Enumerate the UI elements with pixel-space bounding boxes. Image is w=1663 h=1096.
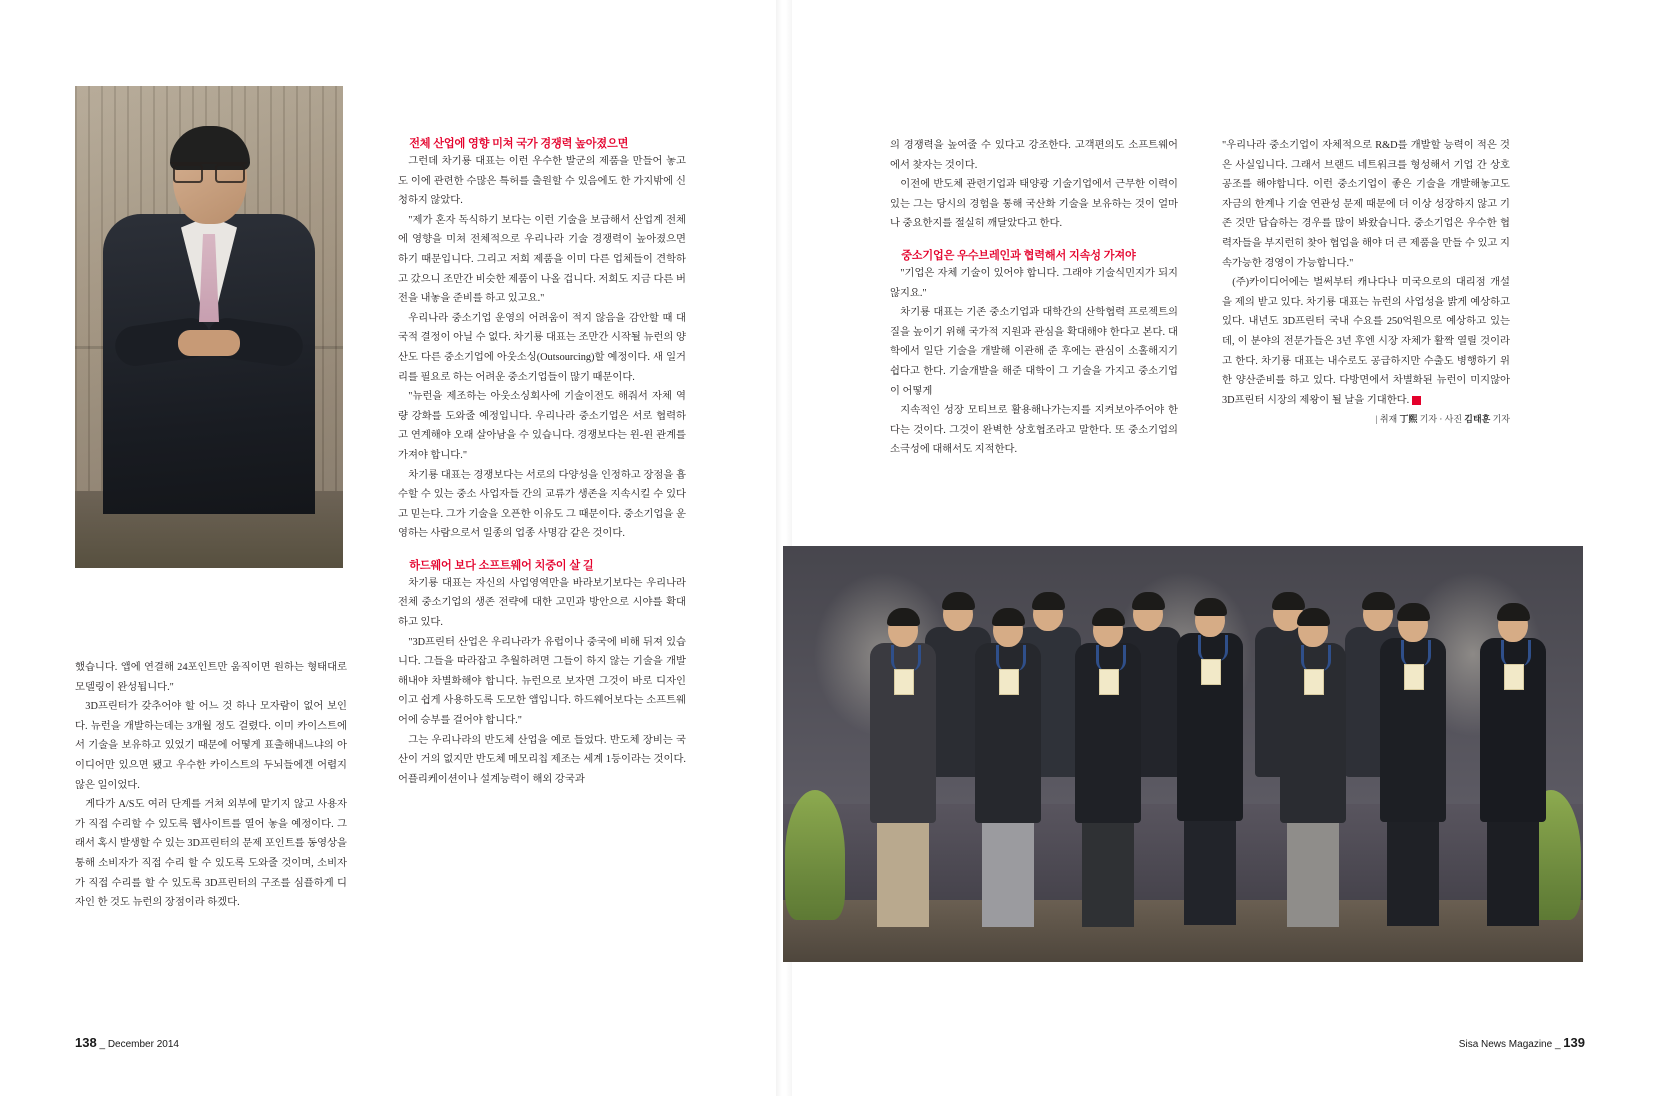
trousers (982, 807, 1034, 927)
person-front-4-executive (1168, 601, 1252, 941)
portrait-folded-hands (178, 330, 240, 356)
person-front-1 (863, 611, 943, 941)
section-heading-cooperation: 중소기업은 우수브레인과 협력해서 지속성 가져야 (901, 249, 1136, 262)
name-badge (1099, 669, 1119, 695)
portrait-photo-interviewee (75, 86, 343, 568)
hair (1362, 592, 1395, 610)
credit-suffix: 기자 (1492, 414, 1510, 425)
section-heading-software: 하드웨어 보다 소프트웨어 치중이 살 길 (409, 559, 594, 572)
issue-label-left: _ December 2014 (99, 1039, 179, 1050)
name-badge (1304, 669, 1324, 695)
name-badge (1504, 664, 1524, 690)
lanyard (1096, 645, 1126, 671)
end-mark-icon: F (1412, 396, 1421, 405)
hair (992, 608, 1025, 626)
lanyard (1501, 640, 1531, 666)
person-front-6 (1373, 606, 1453, 941)
page-number-left: 138 (75, 1035, 97, 1050)
paragraph: "기업은 자체 기술이 있어야 합니다. 그래야 기술식민지가 되지 않지요." (890, 267, 1178, 299)
hair (1032, 592, 1065, 610)
paragraph: "제가 혼자 독식하기 보다는 이런 기술을 보급해서 산업계 전체에 영향을 미쳐 전체적으로 우리나라 기술 경쟁력이 높아졌으면 하기 때문입니다. 그리고 저희 제품을 이미 다른 업체들이 견학하고 갔으니 조만간 비슷한 제품이 나올 겁니다. 저희도 지금 다른 버전을 내놓을 준비를 하고 있고요." (398, 214, 686, 305)
group-photo-team (783, 546, 1583, 962)
magazine-name: Sisa News Magazine _ (1458, 1039, 1561, 1050)
paragraph: 우리나라 중소기업 운영의 어려움이 적지 않음을 감안할 때 대국적 결정이 아닐 수 없다. 차기룡 대표는 조만간 시작될 뉴런의 양산도 다른 중소기업에 아웃소싱(Outsourcing)할 예정이다. 새 일거리를 필요로 하는 어려운 중소기업들이 많기 때문이다. (398, 312, 686, 383)
trousers (1082, 807, 1134, 927)
paragraph: 그런데 차기룡 대표는 이런 우수한 발군의 제품을 만들어 놓고도 이에 관련한 수많은 특허를 출원할 수 있음에도 한 가지밖에 신청하지 않았다. (398, 156, 686, 207)
hair (1297, 608, 1330, 626)
trousers (1184, 805, 1236, 925)
trousers (877, 807, 929, 927)
lanyard (891, 645, 921, 671)
trousers (1487, 806, 1539, 926)
lanyard (1198, 635, 1228, 661)
hair (942, 592, 975, 610)
name-badge (894, 669, 914, 695)
paragraph: 했습니다. 앱에 연결해 24포인트만 움직이면 원하는 형태대로 모델링이 완성됩니다." (75, 662, 347, 693)
credit-middle: 기자 · 사진 (1419, 414, 1463, 425)
text-column-3 (890, 136, 1178, 460)
paragraph-text: (주)카이디어에는 벌써부터 캐나다나 미국으로의 대리점 개설을 제의 받고 있다. 차기룡 대표는 뉴런의 사업성을 밝게 예상하고 있다. 내년도 3D프린터 국내 수요를 250억원으로 예상하고 있는데, 이 분야의 전문가들은 3년 후엔 시장 자체가 활짝 열릴 것이라고 한다. 차기룡 대표는 내수로도 공급하지만 수출도 병행하기 위한 양산준비를 하고 있다. 다방면에서 차별화된 뉴런이 미지않아 3D프린터 시장의 제왕이 될 날을 기대한다. (1222, 277, 1510, 406)
paragraph (1222, 273, 1510, 410)
paragraph: 3D프린터가 갖추어야 할 어느 것 하나 모자람이 없어 보인다. 뉴런을 개발하는데는 3개월 정도 걸렸다. 이미 카이스트에서 기술을 보유하고 있었기 때문에 어떻게 표출해내느냐의 아이디어만 있으면 됐고 우수한 카이스트의 두뇌들에겐 어렵지 않은 일이었다. (75, 701, 347, 791)
name-badge (1201, 659, 1221, 685)
trousers (1287, 807, 1339, 927)
lanyard (1301, 645, 1331, 671)
paragraph: "뉴런을 제조하는 아웃소싱회사에 기술이전도 해줘서 자체 역량 강화를 도와줄 예정입니다. 우리나라 중소기업은 서로 협력하고 연계해야 오래 살아남을 수 있습니다. 경쟁보다는 윈-윈 관계를 가져야 합니다." (398, 391, 686, 461)
trousers (1387, 806, 1439, 926)
glasses-icon (171, 162, 247, 180)
paragraph: "우리나라 중소기업이 자체적으로 R&D를 개발할 능력이 적은 것은 사실입니다. 그래서 브랜드 네트워크를 형성해서 기업 간 상호 공조를 해야합니다. 이런 중소기업이 좋은 기술을 개발해놓고도 자금의 한계나 기술 연관성 문제 때문에 더 이상 성장하지 않고 기존 것만 답습하는 경우를 많이 봐왔습니다. 중소기업은 우수한 협력자들을 부지런히 찾아 협업을 해야 더 큰 제품을 만들 수 있고 지속가능한 경영이 가능합니다." (1222, 140, 1510, 269)
section-heading-industry: 전체 산업에 영향 미쳐 국가 경쟁력 높아졌으면 (409, 138, 629, 150)
name-badge (1404, 664, 1424, 690)
text-column-1 (75, 658, 347, 913)
text-column-4 (1222, 136, 1510, 430)
paragraph: 이전에 반도체 관련기업과 태양광 기술기업에서 근무한 이력이 있는 그는 당시의 경험을 통해 국산화 기술을 보유하는 것이 얼마나 중요한지를 절실히 깨달았다고 한다. (890, 179, 1178, 230)
person-front-5 (1273, 611, 1353, 941)
plant-icon (785, 790, 845, 920)
hair (1497, 603, 1530, 621)
paragraph: 그는 우리나라의 반도체 산업을 예로 들었다. 반도체 장비는 국산이 거의 없지만 반도체 메모리칩 제조는 세계 1등이라는 것이다. 어플리케이션이나 설계능력이 해외 강국과 (398, 734, 686, 785)
lanyard (1401, 640, 1431, 666)
paragraph: 지속적인 성장 모티브로 활용해나가는지를 지켜보아주어야 한다는 것이다. 그것이 완벽한 상호협조라고 말한다. 또 중소기업의 소극성에 대해서도 지적한다. (890, 405, 1178, 456)
name-badge (999, 669, 1019, 695)
lanyard (996, 645, 1026, 671)
hair-gray (1194, 598, 1227, 616)
credit-reporter-1: 丁熙 (1399, 414, 1418, 425)
credit-reporter-2: 김태훈 (1464, 414, 1491, 425)
folio-left (75, 1035, 179, 1050)
article-credit (1222, 410, 1510, 430)
person-front-3 (1068, 611, 1148, 941)
folio-right (1459, 1035, 1585, 1050)
hair (1397, 603, 1430, 621)
paragraph: 차기룡 대표는 경쟁보다는 서로의 다양성을 인정하고 장점을 흡수할 수 있는 중소 사업자들 간의 교류가 생존을 지속시킬 수 있다고 믿는다. 그가 기술을 오픈한 이유도 그 때문이다. 중소기업을 운영하는 사람으로서 일종의 업종 사명감 같은 것이다. (398, 469, 686, 540)
paragraph: 게다가 A/S도 여러 단계를 거쳐 외부에 맡기지 않고 사용자가 직접 수리할 수 있도록 웹사이트를 열어 놓을 예정이다. 그래서 혹시 발생할 수 있는 3D프린터의 문제 포인트를 동영상을 통해 소비자가 직접 수리 할 수 있도록 도와줄 것이며, 소비자가 직접 수리를 할 수 있도록 3D프린터의 구조를 심플하게 디자인 한 것도 뉴런의 장점이라 하겠다. (75, 799, 347, 909)
paragraph: 의 경쟁력을 높여줄 수 있다고 강조한다. 고객편의도 소프트웨어에서 찾자는 것이다. (890, 140, 1178, 171)
hair (1272, 592, 1305, 610)
hair (887, 608, 920, 626)
text-column-2 (398, 136, 686, 789)
page-number-right: 139 (1563, 1035, 1585, 1050)
paragraph: 차기룡 대표는 자신의 사업영역만을 바라보기보다는 우리나라 전체 중소기업의 생존 전략에 대한 고민과 방안으로 시야를 확대하고 있다. (398, 577, 686, 629)
person-front-2 (968, 611, 1048, 941)
credit-prefix: | 취재 (1375, 414, 1398, 425)
hair (1092, 608, 1125, 626)
hair (1132, 592, 1165, 610)
person-front-7 (1473, 606, 1553, 941)
paragraph: "3D프린터 산업은 우리나라가 유럽이나 중국에 비해 뒤져 있습니다. 그들을 따라잡고 추월하려면 그들이 하지 않는 기술을 개발해내야 차별화해야 합니다. 뉴런으로 보자면 그것이 바로 디자인이고 쉽게 사용하도록 도모한 앱입니다. 하드웨어보다는 소프트웨어에 승부를 걸어야 합니다." (398, 636, 686, 727)
paragraph: 차기룡 대표는 기존 중소기업과 대학간의 산학협력 프로젝트의 질을 높이기 위해 국가적 지원과 관심을 확대해야 한다고 본다. 대학에서 일단 기술을 개발해 이관해 준 후에는 관심이 소홀해지기 쉽다고 한다. 기술개발을 해준 대학이 그 기술을 가지고 중소기업이 어떻게 (890, 307, 1178, 397)
